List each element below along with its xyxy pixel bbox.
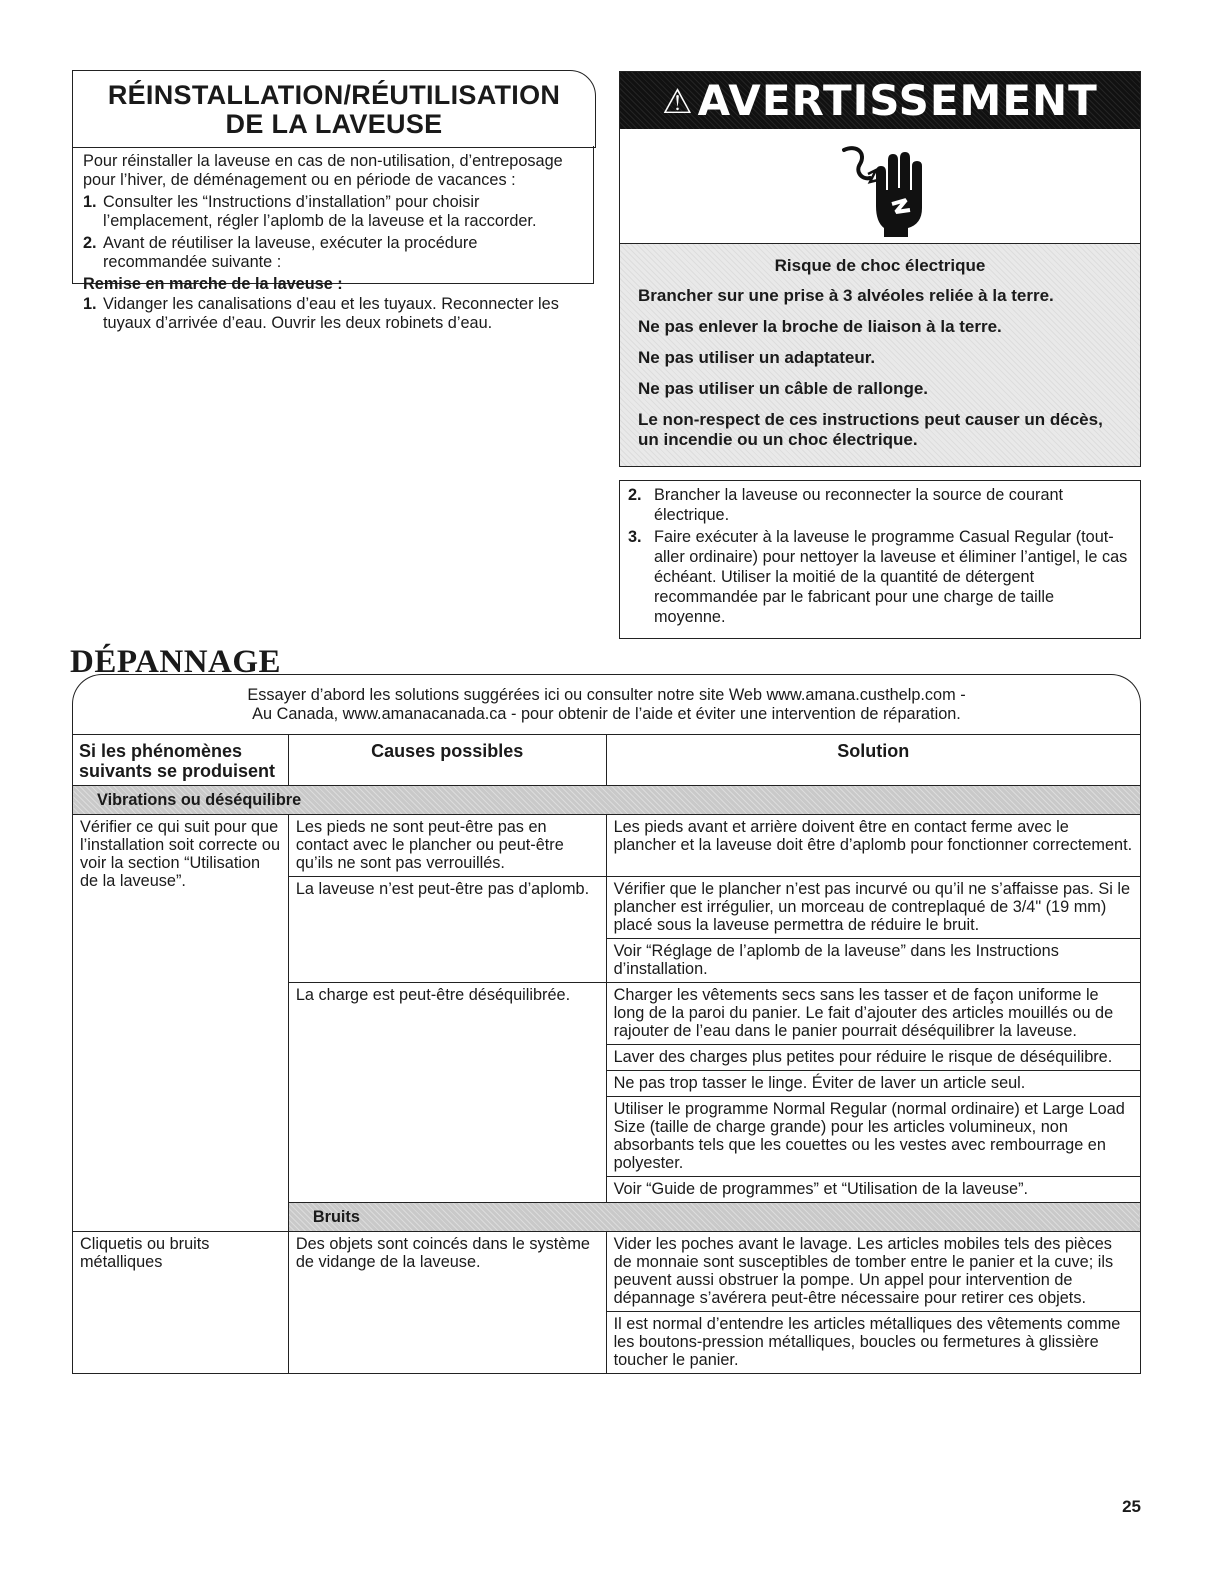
troubleshooting-intro <box>72 674 1141 734</box>
restart-step-1 <box>83 295 583 333</box>
header-problem: Si les phénomènes suivants se produisent <box>73 735 289 786</box>
page-number: 25 <box>1122 1497 1141 1516</box>
reinstall-step-1 <box>83 193 583 231</box>
electric-shock-hand-icon <box>840 142 924 237</box>
step-text: Consulter les “Instructions d’installation” pour choisir l’emplacement, régler l’aplomb de la laveuse et la raccorder. <box>103 193 537 230</box>
troubleshooting-title: DÉPANNAGE <box>70 644 282 680</box>
restart-subheading: Remise en marche de la laveuse : <box>83 275 343 293</box>
step-text: Vidanger les canalisations d’eau et les tuyaux. Reconnecter les tuyaux d’arrivée d’eau. Ouvrir les deux robinets d’eau. <box>103 295 559 332</box>
solution-cell: Laver des charges plus petites pour réduire le risque de déséquilibre. <box>606 1045 1140 1071</box>
warning-text <box>620 243 1140 466</box>
warning-line-3: Ne pas utiliser un adaptateur. <box>638 348 876 367</box>
step-number: 1. <box>83 295 97 313</box>
intro-line-1: Essayer d’abord les solutions suggérées ici ou consulter notre site Web www.amana.custhelp.com - <box>247 686 966 704</box>
header-causes: Causes possibles <box>288 735 606 786</box>
warning-banner <box>620 72 1140 129</box>
solution-cell: Vider les poches avant le lavage. Les articles mobiles tels des pièces de monnaie sont susceptibles de tomber entre le panier et la cuve; ils peuvent aussi obstruer la pompe. Un appel pour intervention de dépannage s’avérera peut-être nécessaire pour retirer ces objets. <box>606 1232 1140 1312</box>
reinstall-intro: Pour réinstaller la laveuse en cas de non-utilisation, d’entreposage pour l’hiver, de déménagement ou en période de vacances : <box>83 152 563 189</box>
table-row <box>73 815 1141 877</box>
section-label: Bruits <box>288 1203 1140 1232</box>
step-3 <box>628 527 1128 627</box>
solution-cell: Vérifier que le plancher n’est pas incurvé ou qu’il ne s’affaisse pas. Si le plancher est irrégulier, un morceau de contreplaqué de 3/4" (19 mm) placé sous la laveuse permettra de réduire le bruit. <box>606 877 1140 939</box>
intro-line-2: Au Canada, www.amanacanada.ca - pour obtenir de l’aide et éviter une intervention de réparation. <box>252 705 961 723</box>
reinstall-step-2 <box>83 234 583 272</box>
warning-line-1: Brancher sur une prise à 3 alvéoles reliée à la terre. <box>638 286 1054 305</box>
warning-line-2: Ne pas enlever la broche de liaison à la terre. <box>638 317 1002 336</box>
solution-cell: Voir “Réglage de l’aplomb de la laveuse” dans les Instructions d’installation. <box>606 939 1140 983</box>
warning-box <box>619 71 1141 467</box>
reinstall-title-line2: DE LA LAVEUSE <box>225 109 443 139</box>
step-number: 2. <box>83 234 97 252</box>
warning-risk: Risque de choc électrique <box>774 256 986 275</box>
step-number: 2. <box>628 486 642 504</box>
reinstall-body <box>72 146 594 332</box>
step-number: 1. <box>83 193 97 211</box>
steps-box <box>619 480 1141 639</box>
table-row <box>73 1232 1141 1312</box>
solution-cell: Charger les vêtements secs sans les tasser et de façon uniforme le long de la paroi du panier. Le fait d’ajouter des articles mouillés ou de rajouter de l’eau dans le panier pourrait déséquilibrer la laveuse. <box>606 983 1140 1045</box>
step-text: Avant de réutiliser la laveuse, exécuter la procédure recommandée suivante : <box>103 234 478 271</box>
step-text: Brancher la laveuse ou reconnecter la source de courant électrique. <box>654 486 1064 524</box>
warning-line-5: Le non-respect de ces instructions peut causer un décès, un incendie ou un choc électrique. <box>638 410 1103 449</box>
cause-cell: Des objets sont coincés dans le système de vidange de la laveuse. <box>288 1232 606 1374</box>
warning-triangle-icon: ⚠ <box>662 82 694 122</box>
step-number: 3. <box>628 528 642 546</box>
cause-cell: La charge est peut-être déséquilibrée. <box>288 983 606 1203</box>
reinstall-header <box>72 70 596 148</box>
solution-cell: Ne pas trop tasser le linge. Éviter de laver un article seul. <box>606 1071 1140 1097</box>
solution-cell: Les pieds avant et arrière doivent être en contact ferme avec le plancher et la laveuse doit être d’aplomb pour fonctionner correctement. <box>606 815 1140 877</box>
troubleshooting-table <box>72 734 1141 1374</box>
solution-cell: Utiliser le programme Normal Regular (normal ordinaire) et Large Load Size (taille de charge grande) pour les articles volumineux, non absorbants tels que les couettes ou les vestes avec rembourrage en polyester. <box>606 1097 1140 1177</box>
problem-cell: Cliquetis ou bruits métalliques <box>73 1232 289 1374</box>
step-2 <box>628 485 1128 525</box>
table-header-row <box>73 735 1141 786</box>
cause-cell: La laveuse n’est peut-être pas d’aplomb. <box>288 877 606 983</box>
warning-title: AVERTISSEMENT <box>697 76 1098 125</box>
section-row-vibrations <box>73 786 1141 815</box>
cause-cell: Les pieds ne sont peut-être pas en contact avec le plancher ou peut-être qu’ils ne sont pas verrouillés. <box>288 815 606 877</box>
warning-line-4: Ne pas utiliser un câble de rallonge. <box>638 379 929 398</box>
reinstall-title-line1: RÉINSTALLATION/RÉUTILISATION <box>107 80 561 110</box>
section-label: Vibrations ou déséquilibre <box>73 786 1141 815</box>
problem-cell: Vérifier ce qui suit pour que l’installation soit correcte ou voir la section “Utilisation de la laveuse”. <box>73 815 289 1232</box>
solution-cell: Il est normal d’entendre les articles métalliques des vêtements comme les boutons-pression métalliques, boucles ou fermetures à glissière toucher le panier. <box>606 1312 1140 1374</box>
step-text: Faire exécuter à la laveuse le programme Casual Regular (tout-aller ordinaire) pour nettoyer la laveuse et éliminer l’antigel, le cas échéant. Utiliser la moitié de la quantité de détergent recommandée par le fabricant pour une charge de taille moyenne. <box>654 528 1128 626</box>
header-solution: Solution <box>606 735 1140 786</box>
solution-cell: Voir “Guide de programmes” et “Utilisation de la laveuse”. <box>606 1177 1140 1203</box>
